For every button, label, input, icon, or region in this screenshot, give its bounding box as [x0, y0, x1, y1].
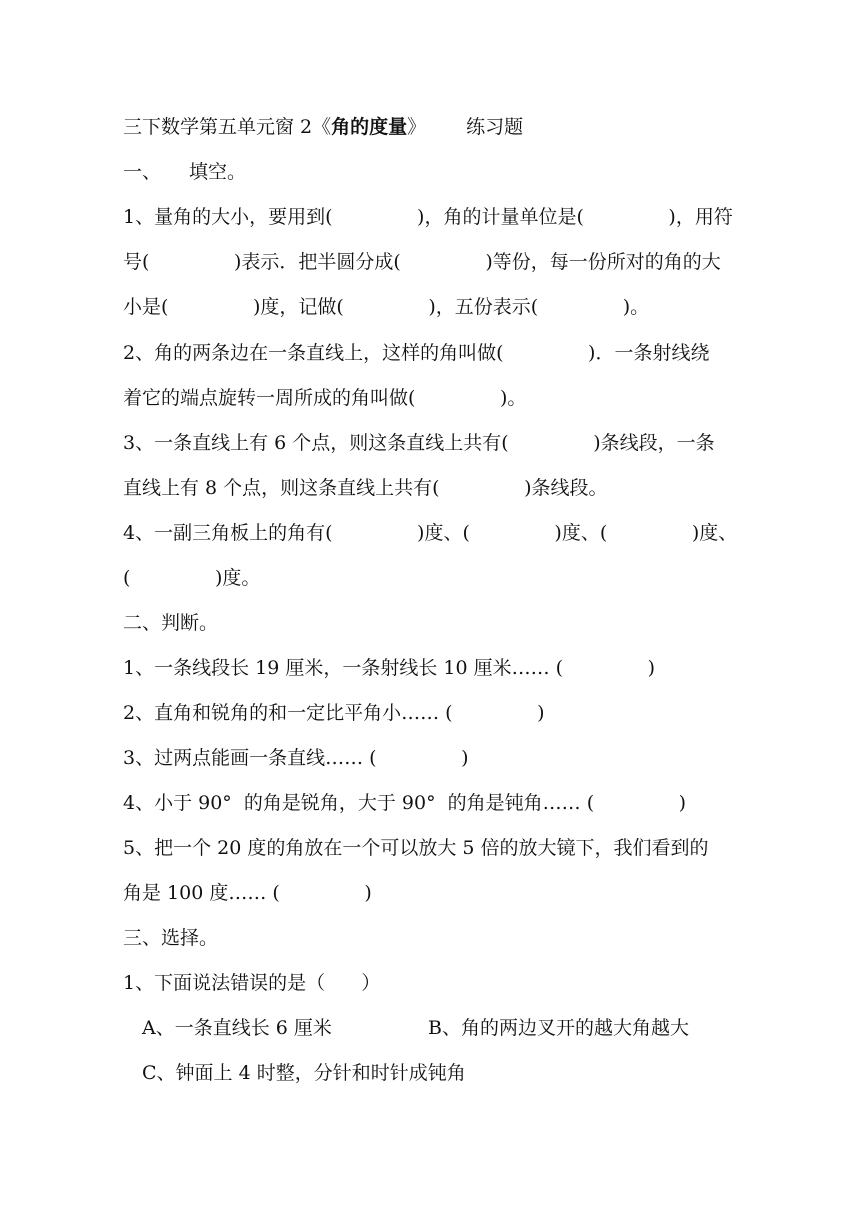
choice-option-b: B、角的两边叉开的越大角越大 — [428, 1017, 689, 1039]
section-number: 一、 — [123, 161, 162, 183]
judge-q5-line2: 角是 100 度…… ( ) — [123, 882, 372, 904]
fill-q1-line1: 1、量角的大小，要用到( )，角的计量单位是( )，用符 — [123, 206, 733, 228]
judge-q1: 1、一条线段长 19 厘米，一条射线长 10 厘米…… ( ) — [123, 657, 656, 679]
section-name: 填空。 — [189, 161, 247, 183]
title-suffix: 练习题 — [466, 116, 524, 138]
choice-q1: 1、下面说法错误的是（ ） — [123, 972, 381, 994]
choice-option-a: A、一条直线长 6 厘米 — [142, 1017, 332, 1039]
section-heading-fill — [123, 163, 246, 182]
fill-q4-line1: 4、一副三角板上的角有( )度、( )度、( )度、 — [123, 522, 738, 544]
fill-q4-line2: ( )度。 — [123, 567, 261, 589]
section-heading-judge: 二、判断。 — [123, 612, 219, 634]
judge-q4: 4、小于 90° 的角是锐角，大于 90° 的角是钝角…… ( ) — [123, 792, 687, 814]
fill-q1-line2: 号( )表示．把半圆分成( )等份，每一份所对的角的大 — [123, 251, 721, 273]
fill-q1-line3: 小是( )度，记做( )，五份表示( )。 — [123, 296, 650, 318]
fill-q2-line1: 2、角的两条边在一条直线上，这样的角叫做( )．一条射线绕 — [123, 342, 710, 364]
section-heading-choice: 三、选择。 — [123, 927, 219, 949]
fill-q3-line2: 直线上有 8 个点，则这条直线上共有( )条线段。 — [123, 477, 608, 499]
title-close: 》 — [407, 116, 427, 138]
fill-q2-line2: 着它的端点旋转一周所成的角叫做( )。 — [123, 387, 527, 409]
judge-q2: 2、直角和锐角的和一定比平角小…… ( ) — [123, 702, 545, 724]
fill-q3-line1: 3、一条直线上有 6 个点，则这条直线上共有( )条线段，一条 — [123, 432, 715, 454]
judge-q5-line1: 5、把一个 20 度的角放在一个可以放大 5 倍的放大镜下，我们看到的 — [123, 837, 709, 859]
judge-q3: 3、过两点能画一条直线…… ( ) — [123, 747, 469, 769]
page-title — [123, 118, 523, 137]
title-bold: 角的度量 — [331, 116, 408, 138]
choice-option-c: C、钟面上 4 时整，分针和时针成钝角 — [142, 1062, 466, 1084]
title-prefix: 三下数学第五单元窗 2《 — [123, 116, 332, 138]
